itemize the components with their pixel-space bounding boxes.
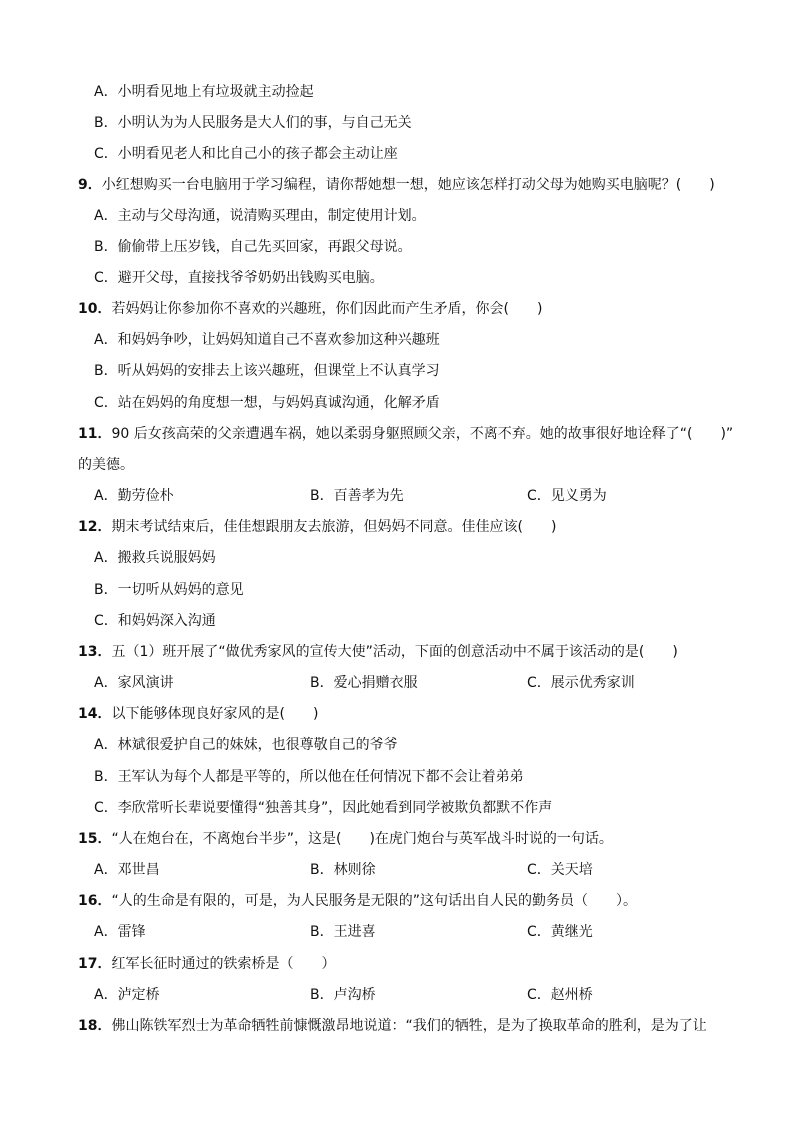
- question-15: [78, 829, 613, 849]
- question-17: [78, 954, 335, 974]
- q15-option-a: A．邓世昌: [94, 862, 160, 878]
- question-number: 12．: [78, 519, 112, 535]
- question-text: “人的生命是有限的，可是，为人民服务是无限的”这句话出自人民的勤务员（ ）。: [111, 893, 637, 909]
- q16-option-c: C．黄继光: [527, 924, 593, 940]
- question-11-continuation: 的美德。: [78, 457, 134, 473]
- q9-option-b: B．偷偷带上压岁钱，自己先买回家，再跟父母说。: [94, 239, 412, 255]
- q13-option-a: A．家风演讲: [94, 675, 174, 691]
- q15-option-c: C．关天培: [527, 862, 593, 878]
- q16-option-b: B．王进喜: [310, 924, 376, 940]
- q12-option-a: A．搬救兵说服妈妈: [94, 550, 216, 566]
- q9-option-a: A．主动与父母沟通，说清购买理由，制定使用计划。: [94, 208, 426, 224]
- question-number: 14．: [78, 706, 112, 722]
- question-14: [78, 704, 318, 724]
- question-number: 15．: [78, 831, 112, 847]
- question-16: [78, 891, 637, 911]
- q14-option-b: B．王军认为每个人都是平等的，所以他在任何情况下都不会让着弟弟: [94, 769, 524, 785]
- q17-option-a: A．泸定桥: [94, 987, 160, 1003]
- question-text: 以下能够体现良好家风的是( ): [111, 706, 319, 722]
- question-number: 13．: [78, 644, 112, 660]
- question-18: [78, 1016, 707, 1036]
- question-number: 17．: [78, 956, 112, 972]
- q8-option-a: A．小明看见地上有垃圾就主动捡起: [94, 84, 314, 100]
- q13-option-b: B．爱心捐赠衣服: [310, 675, 418, 691]
- question-12: [78, 517, 556, 537]
- question-text: 期末考试结束后，佳佳想跟朋友去旅游，但妈妈不同意。佳佳应该( ): [111, 519, 557, 535]
- question-text: 红军长征时通过的铁索桥是（ ）: [111, 956, 336, 972]
- q11-option-b: B．百善孝为先: [310, 488, 404, 504]
- question-number: 9．: [78, 177, 102, 193]
- question-text: 五（1）班开展了“做优秀家风的宣传大使”活动，下面的创意活动中不属于该活动的是( ): [111, 644, 678, 660]
- question-number: 10．: [78, 301, 112, 317]
- q17-option-b: B．卢沟桥: [310, 987, 376, 1003]
- q9-option-c: C．避开父母，直接找爷爷奶奶出钱购买电脑。: [94, 270, 384, 286]
- question-text: 小红想购买一台电脑用于学习编程，请你帮她想一想，她应该怎样打动父母为她购买电脑呢？( ): [101, 177, 715, 193]
- q10-option-c: C．站在妈妈的角度想一想，与妈妈真诚沟通，化解矛盾: [94, 395, 440, 411]
- question-text: “人在炮台在，不离炮台半步”，这是( )在虎门炮台与英军战斗时说的一句话。: [111, 831, 613, 847]
- q10-option-a: A．和妈妈争吵，让妈妈知道自己不喜欢参加这种兴趣班: [94, 332, 440, 348]
- question-number: 16．: [78, 893, 112, 909]
- question-13: [78, 642, 678, 662]
- question-text: 若妈妈让你参加你不喜欢的兴趣班，你们因此而产生矛盾，你会( ): [111, 301, 543, 317]
- q14-option-a: A．林斌很爱护自己的妹妹，也很尊敬自己的爷爷: [94, 737, 398, 753]
- question-10: [78, 299, 542, 319]
- q15-option-b: B．林则徐: [310, 862, 376, 878]
- q12-option-b: B．一切听从妈妈的意见: [94, 582, 244, 598]
- question-11: [78, 424, 733, 444]
- question-9: [78, 175, 715, 195]
- q17-option-c: C．赵州桥: [527, 987, 593, 1003]
- q12-option-c: C．和妈妈深入沟通: [94, 613, 216, 629]
- question-text: 佛山陈铁军烈士为革命牺牲前慷慨激昂地说道：“我们的牺牲，是为了换取革命的胜利，是为了让: [111, 1018, 707, 1034]
- q14-option-c: C．李欣常听长辈说要懂得“独善其身”，因此她看到同学被欺负都默不作声: [94, 800, 553, 816]
- q10-option-b: B．听从妈妈的安排去上该兴趣班，但课堂上不认真学习: [94, 363, 440, 379]
- question-text: 90 后女孩高荣的父亲遭遇车祸，她以柔弱身躯照顾父亲，不离不弃。她的故事很好地诠释了“( )”: [111, 426, 734, 442]
- question-number: 18．: [78, 1018, 112, 1034]
- q8-option-b: B．小明认为为人民服务是大人们的事，与自己无关: [94, 115, 412, 131]
- q16-option-a: A．雷锋: [94, 924, 146, 940]
- q13-option-c: C．展示优秀家训: [527, 675, 635, 691]
- q11-option-a: A．勤劳俭朴: [94, 488, 174, 504]
- q8-option-c: C．小明看见老人和比自己小的孩子都会主动让座: [94, 146, 398, 162]
- question-number: 11．: [78, 426, 112, 442]
- q11-option-c: C．见义勇为: [527, 488, 607, 504]
